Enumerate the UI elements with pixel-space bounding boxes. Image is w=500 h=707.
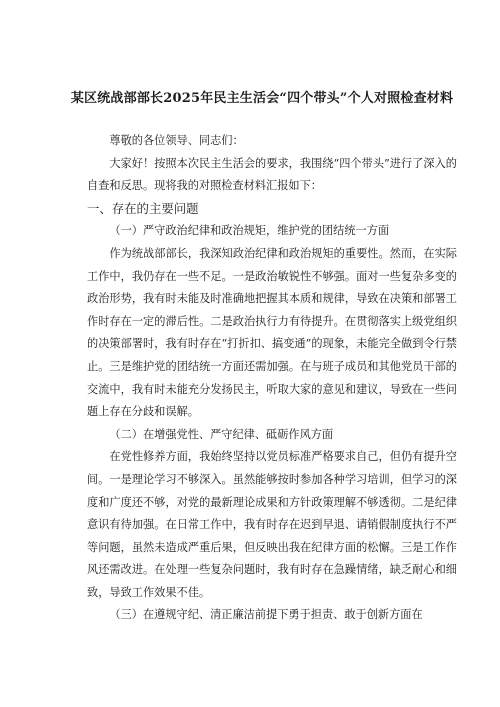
document-title: 某区统战部部长2025年民主生活会“四个带头”个人对照检查材料 xyxy=(70,91,454,106)
subsection-heading-2: （二）在增强党性、严守纪律、砥砺作风方面 xyxy=(109,427,334,441)
subsection-body-1: 作为统战部部长，我深知政治纪律和政治规矩的重要性。然而，在实际工作中，我仍存在一些不足。一是政治敏锐性不够强。面对一些复杂多变的政治形势，我有时未能及时准确地把握其本质和规律，导致在决策和部署工作时存在一定的滞后性。二是政治执行力有待提升。在贯彻落实上级党组织的决策部署时，我有时存在“打折扣、搞变通”的现象，未能完全做到令行禁止。三是维护党的团结统一方面还需加强。在与班子成员和其他党员干部的交流中，我有时未能充分发扬民主，听取大家的意见和建议，导致在一些问题上存在分歧和误解。 xyxy=(87,246,457,419)
subsection-heading-1: （一）严守政治纪律和政治规矩，维护党的团结统一方面 xyxy=(109,224,390,238)
subsection-body-2: 在党性修养方面，我始终坚持以党员标准严格要求自己，但仍有提升空间。一是理论学习不够深入。虽然能够按时参加各种学习培训，但学习的深度和广度还不够，对党的最新理论成果和方针政策理解不够透彻。二是纪律意识有待加强。在日常工作中，我有时存在迟到早退、请销假制度执行不严等问题，虽然未造成严重后果，但反映出我在纪律方面的松懈。三是工作作风还需改进。在处理一些复杂问题时，我有时存在急躁情绪，缺乏耐心和细致，导致工作效果不佳。 xyxy=(87,450,457,599)
opening-paragraph: 大家好！按照本次民主生活会的要求，我围绕“四个带头”进行了深入的自查和反思。现将我的对照检查材料汇报如下： xyxy=(87,156,457,193)
section-heading-problems: 一、存在的主要问题 xyxy=(87,200,199,216)
salutation: 尊敬的各位领导、同志们： xyxy=(109,134,244,147)
subsection-heading-3: （三）在遵规守纪、清正廉洁前提下勇于担责、敢于创新方面在 xyxy=(109,608,423,622)
document-body xyxy=(87,130,457,627)
